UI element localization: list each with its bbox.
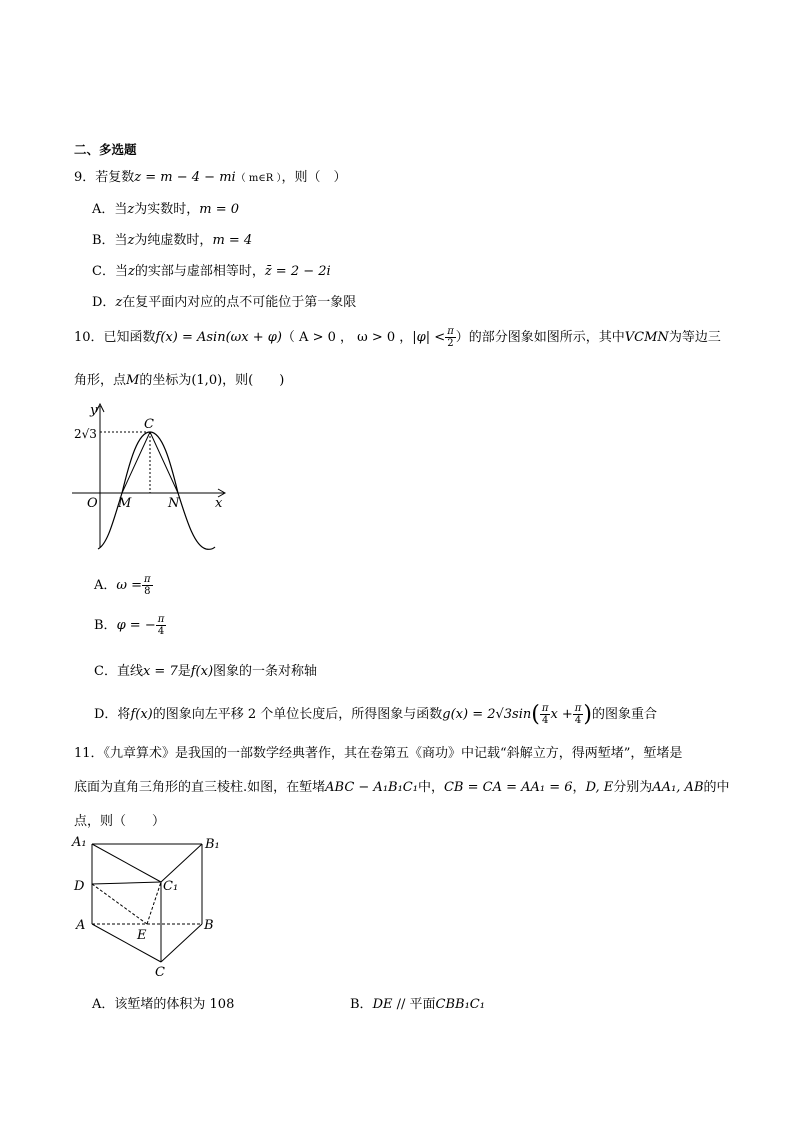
edge-b1-c1 bbox=[161, 844, 202, 882]
q9-condition: （ m∈R ） bbox=[235, 173, 282, 184]
q11-text4: 分别为 bbox=[613, 780, 653, 795]
q10-stem-text2: ）的部分图象如图所示，其中 bbox=[455, 330, 625, 345]
option-var: z bbox=[127, 202, 135, 217]
graph-label-c: C bbox=[144, 417, 154, 432]
option-math: m = 0 bbox=[199, 202, 240, 217]
q10-phi: |φ| < bbox=[412, 330, 446, 345]
option-label: B． bbox=[94, 618, 117, 633]
label-d: D bbox=[74, 879, 85, 894]
option-func: f(x) bbox=[190, 664, 214, 679]
q11-seg: AA₁, AB bbox=[652, 780, 704, 795]
q10-line2-text: 角形，点 bbox=[74, 373, 127, 388]
q10-triangle: VCMN bbox=[624, 330, 669, 345]
option-label: C．直线 bbox=[94, 664, 143, 679]
q11-option-b[interactable] bbox=[350, 993, 485, 1012]
q10-pi-over-2 bbox=[445, 326, 456, 349]
option-math: z̄ = 2 − 2i bbox=[264, 264, 331, 279]
q9-stem-end: ，则（ ） bbox=[281, 170, 347, 185]
option-label: D．将 bbox=[94, 707, 131, 722]
option-frac bbox=[156, 614, 167, 637]
option-text: 是 bbox=[177, 664, 191, 679]
q11-option-a[interactable]: A．该堑堵的体积为 108 bbox=[92, 997, 235, 1012]
option-label: B．当 bbox=[92, 233, 128, 248]
q9-formula: z = m − 4 − mi bbox=[134, 170, 236, 185]
q10-coord: (1,0) bbox=[191, 373, 223, 388]
q10-sine-graph bbox=[68, 398, 233, 558]
option-math: m = 4 bbox=[212, 233, 253, 248]
label-c: C bbox=[155, 965, 165, 980]
left-paren: ( bbox=[531, 702, 540, 727]
option-frac1 bbox=[540, 703, 551, 726]
option-label: A． bbox=[94, 578, 117, 593]
edge-a1-c1 bbox=[92, 844, 161, 882]
q9-stem-text: 9．若复数 bbox=[74, 170, 135, 185]
option-label: B． bbox=[350, 997, 373, 1012]
segment-d-c1 bbox=[92, 882, 161, 884]
q11-prism-figure bbox=[70, 832, 230, 980]
option-text2: 图象的一条对称轴 bbox=[213, 664, 318, 679]
q11-text3: ， bbox=[572, 780, 586, 795]
q11-eq: CB = CA = AA₁ = 6 bbox=[443, 780, 573, 795]
q9-option-c[interactable] bbox=[92, 260, 331, 279]
edge-b-c bbox=[161, 924, 202, 962]
option-xplus: x + bbox=[550, 707, 573, 722]
q10-option-b[interactable] bbox=[94, 614, 166, 637]
option-label: C．当 bbox=[92, 264, 128, 279]
q9-option-d[interactable] bbox=[92, 291, 356, 310]
q11-stem-line3: 点，则（ ） bbox=[74, 814, 166, 829]
edge-a-c bbox=[92, 924, 161, 962]
q10-func: f(x) = Asin(ωx + φ) bbox=[155, 330, 282, 345]
option-lhs: ω = bbox=[116, 578, 143, 593]
q11-text5: 的中 bbox=[703, 780, 730, 795]
q10-stem bbox=[74, 326, 721, 349]
q10-stem-text: 10．已知函数 bbox=[74, 330, 156, 345]
q10-option-c[interactable] bbox=[94, 660, 317, 679]
q10-option-d[interactable] bbox=[94, 702, 657, 727]
label-c1: C₁ bbox=[163, 879, 179, 894]
q10-line2-end: ，则( ) bbox=[222, 373, 285, 388]
q11-stem-line2 bbox=[74, 776, 730, 795]
q11-de: D, E bbox=[585, 780, 614, 795]
section-title: 二、多选题 bbox=[74, 142, 137, 157]
q9-stem bbox=[74, 166, 346, 185]
q11-text2: 中， bbox=[417, 780, 444, 795]
option-var: z bbox=[115, 295, 123, 310]
option-text: 为实数时， bbox=[134, 202, 200, 217]
option-text: 的图象向左平移 2 个单位长度后，所得图象与函数 bbox=[152, 707, 443, 722]
label-b: B bbox=[204, 918, 214, 933]
segment-e-c1-hidden bbox=[147, 882, 161, 924]
frac-den: 4 bbox=[157, 626, 165, 637]
option-label: A．当 bbox=[92, 202, 128, 217]
label-a: A bbox=[76, 918, 86, 933]
triangle-side-cm bbox=[122, 432, 150, 493]
label-e: E bbox=[137, 928, 147, 943]
graph-label-y: y bbox=[90, 403, 98, 418]
option-text: 在复平面内对应的点不可能位于第一象限 bbox=[122, 295, 357, 310]
q10-stem-line2 bbox=[74, 369, 284, 388]
option-text: // 平面 bbox=[392, 997, 436, 1012]
option-text: 为纯虚数时， bbox=[134, 233, 213, 248]
graph-label-ymax: 2√3 bbox=[74, 427, 97, 441]
label-a1: A₁ bbox=[72, 835, 87, 850]
option-math: x = 7 bbox=[142, 664, 178, 679]
graph-label-x: x bbox=[215, 496, 223, 511]
q11-prism: ABC − A₁B₁C₁ bbox=[325, 780, 418, 795]
frac-num: π bbox=[541, 703, 549, 714]
option-lhs: φ = − bbox=[116, 618, 156, 633]
q11-text: 底面为直角三角形的直三棱柱.如图，在堑堵 bbox=[74, 780, 326, 795]
option-label: D． bbox=[92, 295, 116, 310]
graph-label-m: M bbox=[118, 496, 132, 511]
frac-num: π bbox=[157, 614, 165, 625]
option-g: g(x) = 2√3sin bbox=[442, 707, 532, 722]
frac-num: π bbox=[574, 703, 582, 714]
option-func: f(x) bbox=[130, 707, 153, 722]
frac-den: 4 bbox=[574, 715, 582, 726]
sine-curve bbox=[98, 432, 215, 549]
q10-stem-text3: 为等边三 bbox=[668, 330, 721, 345]
option-de: DE bbox=[372, 997, 393, 1012]
option-var: z bbox=[127, 233, 135, 248]
q9-option-b[interactable] bbox=[92, 229, 252, 248]
segment-d-e-hidden bbox=[92, 884, 147, 924]
option-plane: CBB₁C₁ bbox=[435, 997, 485, 1012]
option-text: 的实部与虚部相等时， bbox=[134, 264, 265, 279]
right-paren: ) bbox=[583, 702, 592, 727]
frac-den: 8 bbox=[144, 586, 151, 597]
graph-label-n: N bbox=[168, 496, 180, 511]
option-frac2 bbox=[573, 703, 584, 726]
frac-den: 2 bbox=[447, 338, 454, 349]
frac-num: π bbox=[144, 574, 151, 585]
option-text2: 的图象重合 bbox=[591, 707, 657, 722]
graph-label-o: O bbox=[87, 496, 98, 511]
q10-option-a[interactable] bbox=[94, 574, 153, 597]
q10-cond: （ A > 0 ， ω > 0 ， bbox=[281, 330, 413, 345]
q9-option-a[interactable] bbox=[92, 198, 239, 217]
label-b1: B₁ bbox=[205, 837, 220, 852]
frac-den: 4 bbox=[541, 715, 549, 726]
triangle-side-cn bbox=[150, 432, 178, 493]
option-var: z bbox=[127, 264, 135, 279]
q10-point: M bbox=[126, 373, 140, 388]
option-frac bbox=[142, 574, 153, 597]
q11-stem-line1: 11．《九章算术》是我国的一部数学经典著作，其在卷第五《商功》中记载“斜解立方，得两堑堵”，堑堵是 bbox=[74, 746, 683, 761]
q10-line2-text2: 的坐标为 bbox=[139, 373, 192, 388]
frac-num: π bbox=[447, 326, 454, 337]
